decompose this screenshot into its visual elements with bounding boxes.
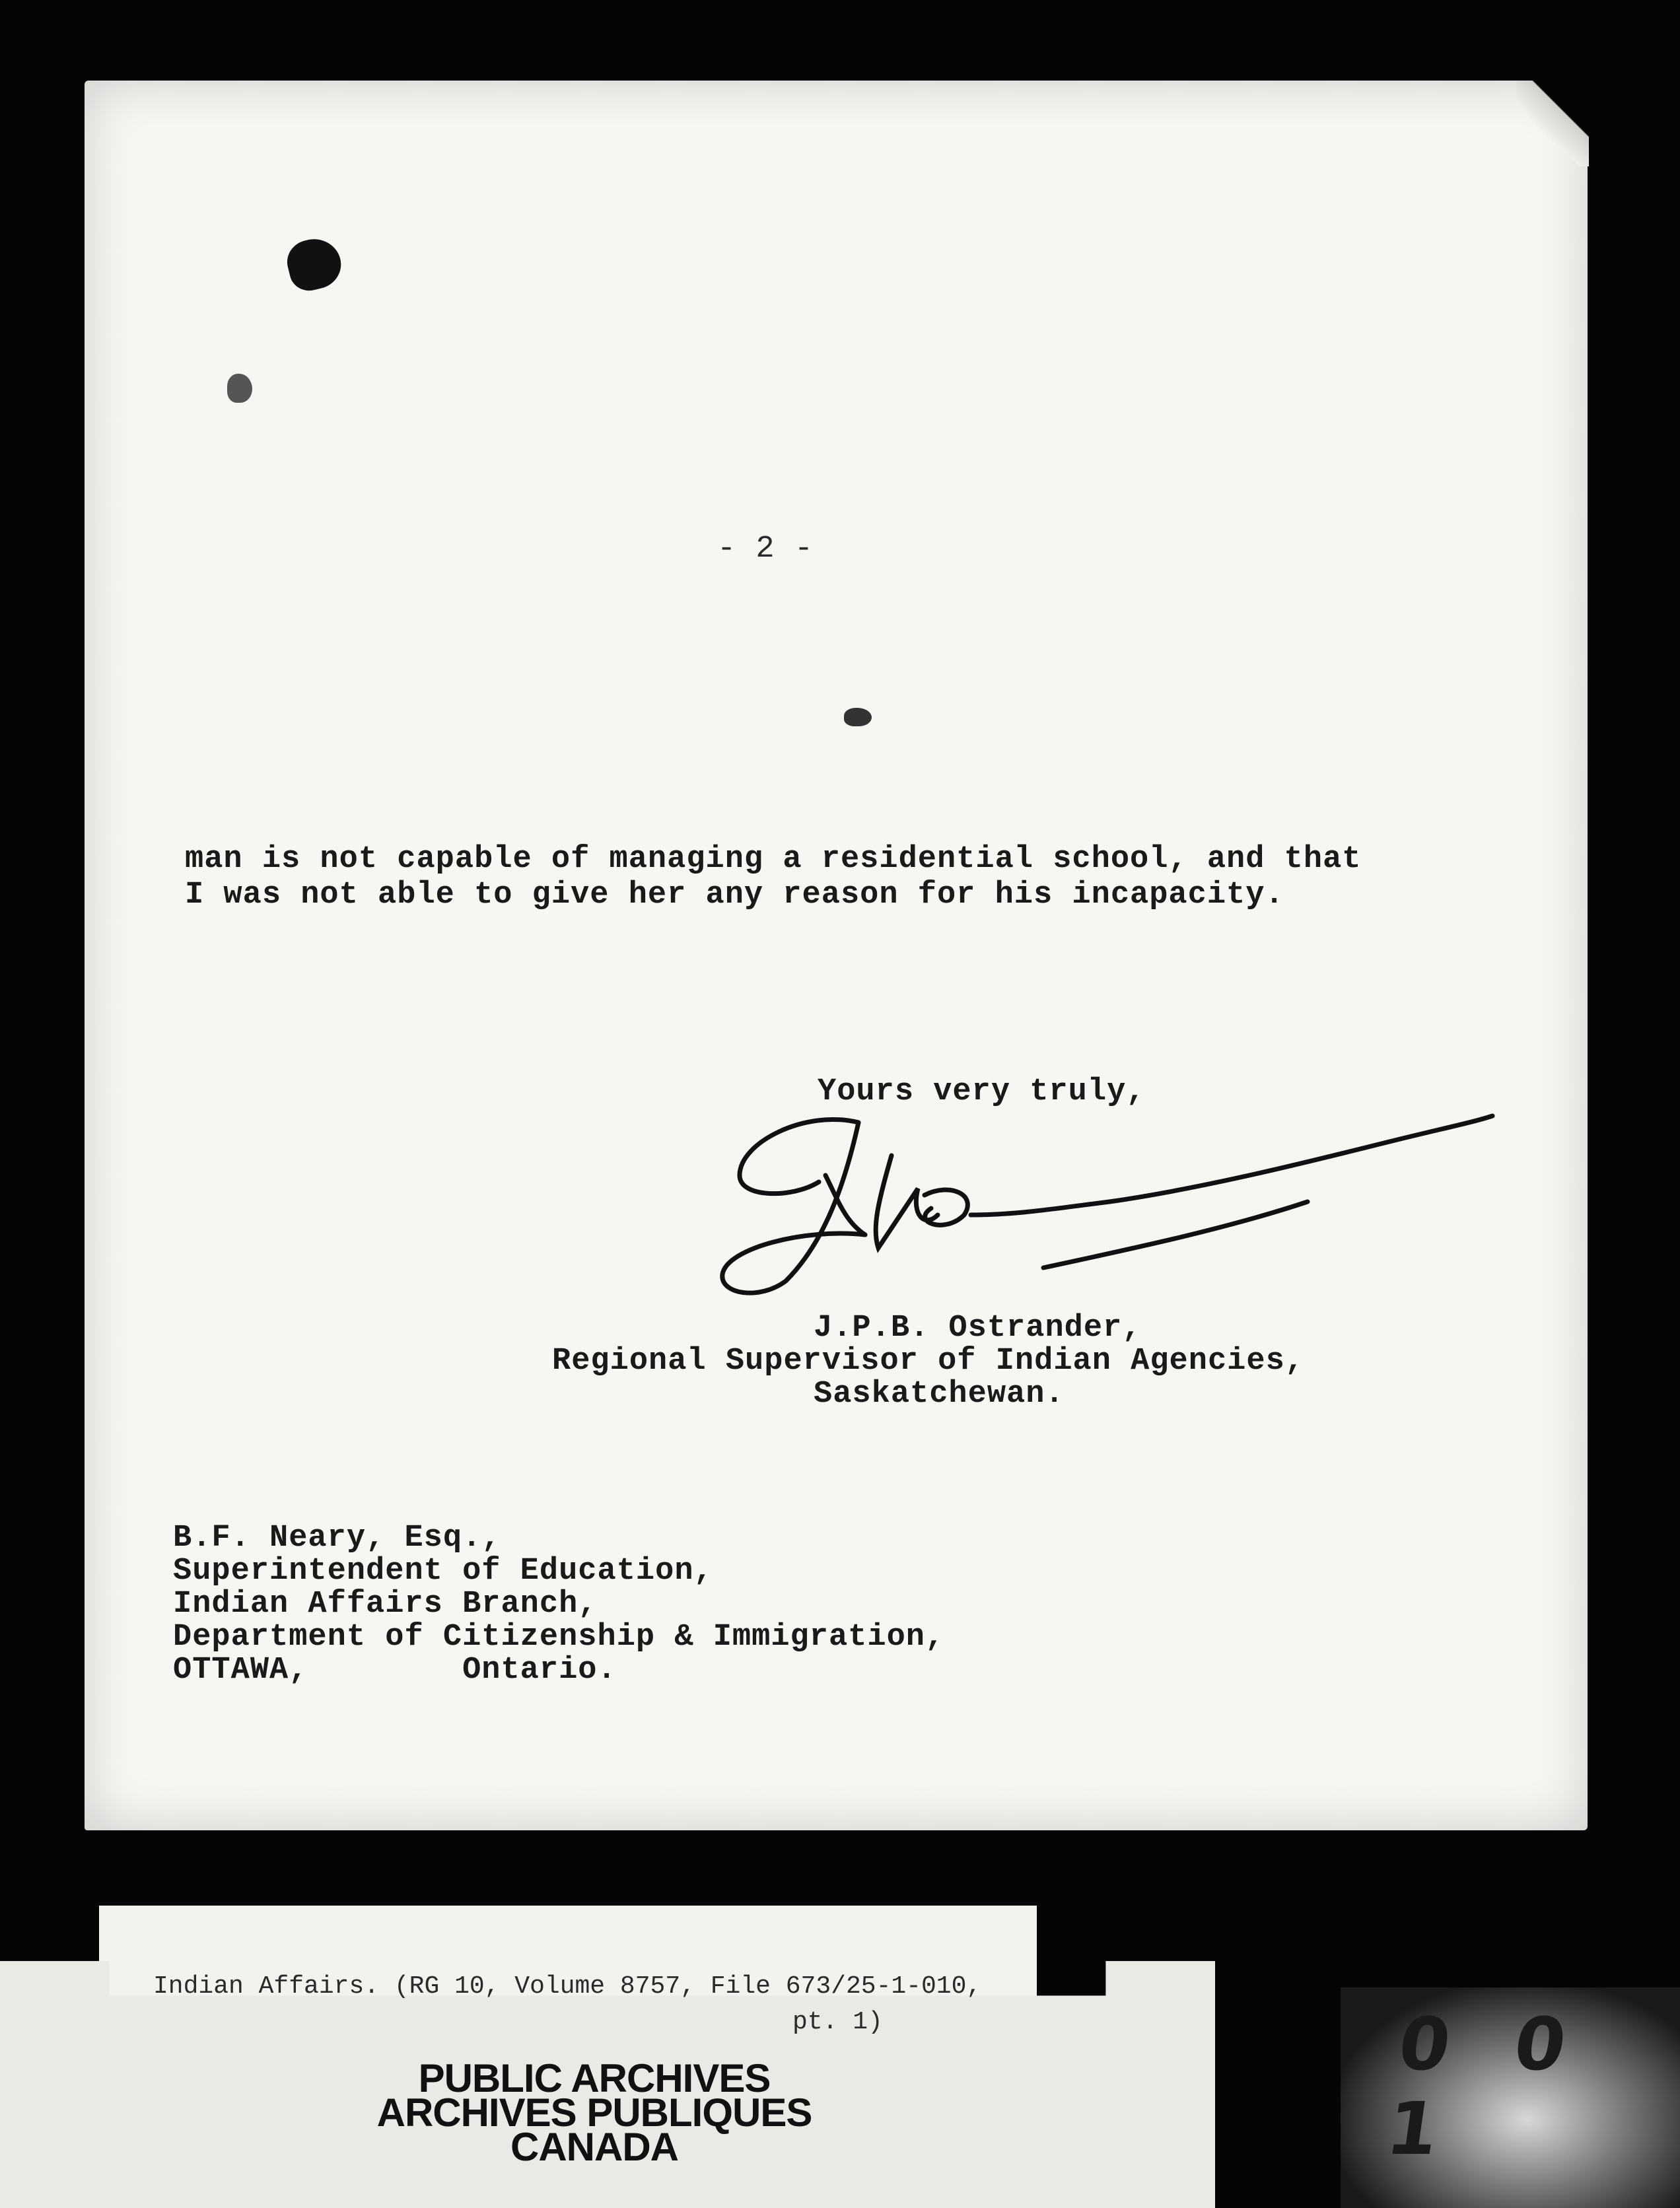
ink-blot (844, 708, 872, 726)
body-line: man is not capable of managing a residential school, and that (185, 842, 1362, 877)
addressee-position: Superintendent of Education, (173, 1554, 713, 1589)
archive-stamp-line: CANADA (510, 2125, 678, 2169)
page-number: - 2 - (717, 532, 814, 567)
archive-stamp-line: ARCHIVES PUBLIQUES (376, 2090, 812, 2135)
archive-stamp-line: PUBLIC ARCHIVES (418, 2056, 771, 2100)
folded-corner (1516, 81, 1589, 166)
frame-number-text: 0 0 1 (1382, 2002, 1592, 2171)
addressee-city: OTTAWA, Ontario. (173, 1653, 617, 1688)
addressee-name: B.F. Neary, Esq., (173, 1521, 501, 1556)
handwritten-signature (713, 1083, 1506, 1301)
archive-reference-line: Indian Affairs. (RG 10, Volume 8757, File 673/25-1-010, (153, 1972, 982, 2001)
archive-reference-line: pt. 1) (792, 2008, 883, 2036)
complimentary-close: Yours very truly, (818, 1074, 1146, 1109)
body-line: I was not able to give her any reason for his incapacity. (185, 878, 1284, 913)
signatory-title: Regional Supervisor of Indian Agencies, (552, 1344, 1304, 1379)
addressee-branch: Indian Affairs Branch, (173, 1587, 598, 1622)
addressee-department: Department of Citizenship & Immigration, (173, 1620, 945, 1655)
ink-blot (227, 374, 252, 403)
microfilm-frame-number (1341, 1987, 1680, 2208)
signatory-province: Saskatchewan. (814, 1377, 1065, 1412)
signatory-name: J.P.B. Ostrander, (814, 1311, 1142, 1346)
